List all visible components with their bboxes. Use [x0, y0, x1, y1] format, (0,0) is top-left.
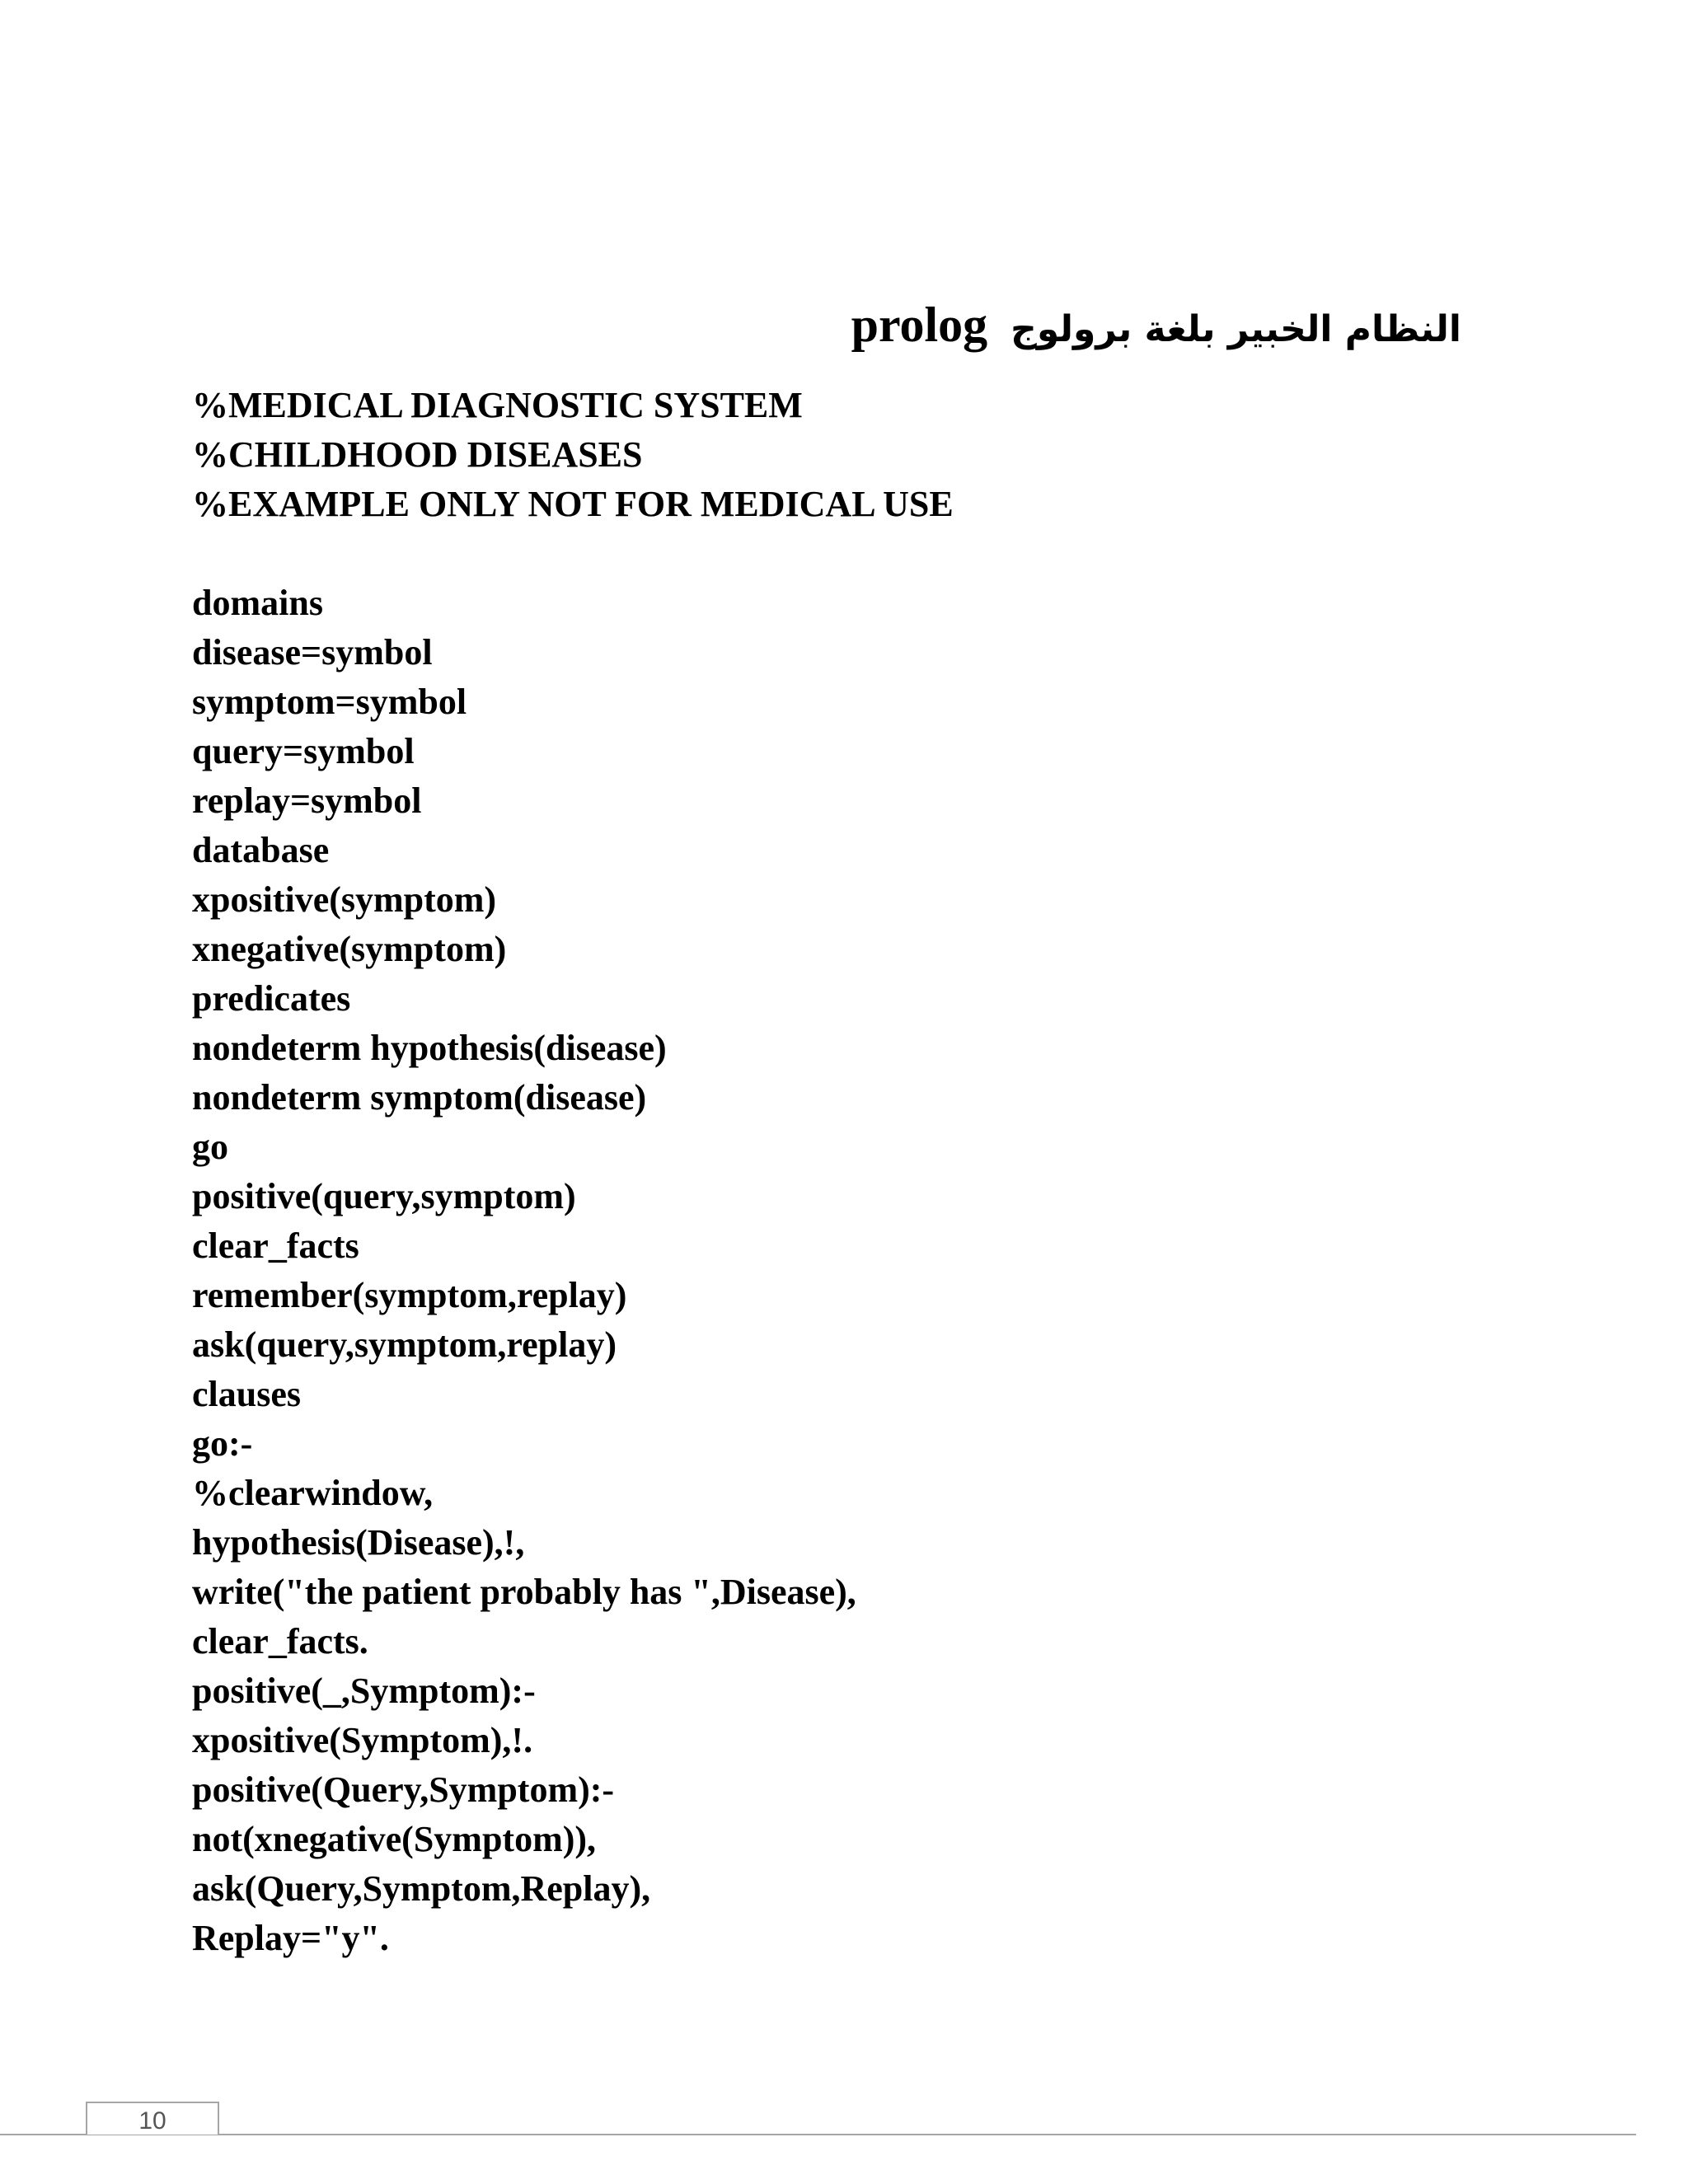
code-line: nondeterm symptom(disease)	[192, 1077, 647, 1118]
code-line: disease=symbol	[192, 632, 433, 673]
code-line: xpositive(symptom)	[192, 879, 497, 920]
page-title	[851, 297, 1461, 354]
code-line: positive(query,symptom)	[192, 1176, 576, 1216]
code-line: xpositive(Symptom),!.	[192, 1720, 533, 1760]
code-line: hypothesis(Disease),!,	[192, 1522, 525, 1563]
code-line: not(xnegative(Symptom)),	[192, 1819, 597, 1859]
code-line: predicates	[192, 978, 351, 1019]
code-line: go:-	[192, 1423, 253, 1464]
code-line: Replay="y".	[192, 1918, 389, 1958]
code-line: %clearwindow,	[192, 1473, 434, 1513]
code-line: xnegative(symptom)	[192, 929, 507, 969]
code-line: go	[192, 1127, 228, 1167]
code-line: nondeterm hypothesis(disease)	[192, 1028, 667, 1068]
page-number: 10	[86, 2102, 219, 2135]
code-line: positive(Query,Symptom):-	[192, 1769, 615, 1810]
code-line: replay=symbol	[192, 780, 422, 821]
code-line: symptom=symbol	[192, 682, 467, 722]
title-latin-text: prolog	[851, 298, 988, 352]
comment-line: %CHILDHOOD DISEASES	[192, 434, 643, 475]
code-line: remember(symptom,replay)	[192, 1275, 627, 1315]
comment-block	[192, 381, 954, 529]
code-listing	[192, 579, 856, 1963]
code-line: ask(query,symptom,replay)	[192, 1324, 617, 1365]
code-line: domains	[192, 583, 323, 623]
title-arabic-text: النظام الخبير بلغة برولوج	[1010, 308, 1461, 350]
code-line: positive(_,Symptom):-	[192, 1671, 536, 1711]
footer-divider	[0, 2134, 1636, 2135]
code-line: clauses	[192, 1374, 301, 1414]
code-line: clear_facts.	[192, 1621, 368, 1661]
comment-line: %EXAMPLE ONLY NOT FOR MEDICAL USE	[192, 484, 954, 524]
code-line: query=symbol	[192, 731, 415, 771]
comment-line: %MEDICAL DIAGNOSTIC SYSTEM	[192, 385, 803, 425]
code-line: write("the patient probably has ",Disease),	[192, 1572, 856, 1612]
code-line: ask(Query,Symptom,Replay),	[192, 1868, 651, 1909]
code-line: database	[192, 830, 330, 870]
code-line: clear_facts	[192, 1226, 359, 1266]
